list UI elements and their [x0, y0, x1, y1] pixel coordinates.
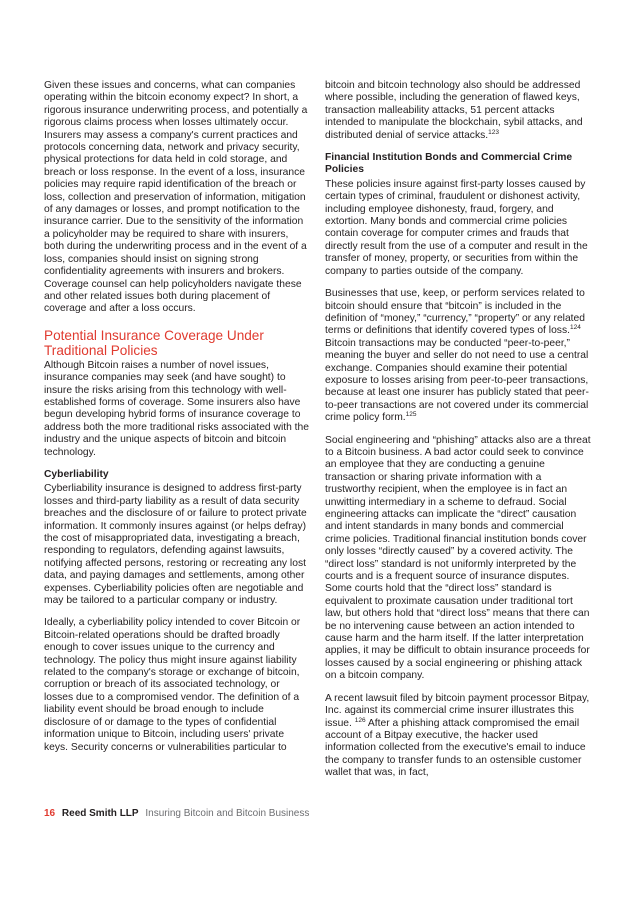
right-paragraph-3b-text: Bitcoin transactions may be conducted “peer-to-peer,” meaning the buyer and seller do not need to use a central exchange. Companies should examine their potential exposure to losses arising from peer-to-peer transactions, because at least one insurer has publicly stated that peer-to-peer transactions are not covered under its commercial crime policy form. [325, 337, 589, 424]
footnote-125: 125 [405, 411, 417, 419]
page-number: 16 [44, 808, 56, 819]
right-paragraph-2: These policies insure against first-party losses caused by certain types of criminal, fraudulent or dishonest activity, including employee dishonesty, fraud, forgery, and extortion. Many bonds and commercial crime policies contain coverage for computer crimes and frauds that directly result from the use of a computer and result in the transfer of money, property, or securities from within the company to parties outside of the company. [325, 178, 588, 277]
right-paragraph-3 [325, 288, 591, 424]
footnote-123: 123 [488, 128, 499, 136]
firm-name: Reed Smith LLP [61, 808, 139, 819]
subheading-financial-bonds: Financial Institution Bonds and Commercial Crime Policies [325, 152, 573, 176]
left-paragraph-3: Cyberliability insurance is designed to address first-party losses and third-party liability as a result of data security breaches and the disclosure of or failure to protect private information. It commonly insures against (or helps defray) the cost of misappropriated data, investigating a breach, responding to regulators, defending against lawsuits, notifying affected persons, restoring or recreating any lost data, and paying damages and settlements, among other expenses. Cyberliability policies often are negotiable and may be tailored to a particular company or industry. [44, 483, 307, 607]
right-column [325, 80, 591, 790]
left-column [44, 80, 310, 764]
footnote-124: 124 [569, 324, 581, 332]
right-paragraph-4: Social engineering and “phishing” attacks also are a threat to a Bitcoin business. A bad actor could seek to convince an employee that they are conducting a genuine transaction or sharing private information with a trustworthy recipient, when the employee is in fact an unwitting intermediary in a scheme to defraud. Social engineering attacks can implicate the “direct” causation and intent standards in many bonds and commercial crime policies. Traditional financial institution bonds cover only losses “directly caused” by a covered activity. The “direct loss” standard is not uniformly interpreted by the courts and is a frequent source of insurance disputes. Some courts hold that the “direct loss” standard is equivalent to proximate causation under traditional tort law, but others hold that “direct loss” means that there can be no intervening cause between an action intended to cause harm and the harm itself. If the latter interpretation applies, it may be difficult to obtain insurance proceeds for losses caused by a social engineering or phishing attack on a bitcoin company. [325, 434, 591, 682]
right-paragraph-1 [325, 80, 591, 142]
left-paragraph-2: Although Bitcoin raises a number of novel issues, insurance companies may seek (and have sought) to insure the risks arising from this technology with well-established forms of coverage. Some insurers also have begun developing hybrid forms of insurance coverage to address both the more traditional risks associated with the industry and the unique aspects of bitcoin and bitcoin technology. [44, 359, 309, 458]
left-paragraph-1: Given these issues and concerns, what can companies operating within the bitcoin economy expect? In short, a rigorous insurance underwriting process, and potentially a rigorous claims process when losses ultimately occur. Insurers may assess a company's current practices and protocols concerning data, network and privacy security, physical protections for data held in cold storage, and breach or loss response. In the event of a loss, insurance policies may require rapid identification of the breach or loss, collection and preservation of information, mitigation of any damages or losses, and prompt notification to the insurance carrier. Due to the sensitivity of the information a policyholder may be required to share with insurers, both during the underwriting process and in the event of a loss, companies should insist on signing strong confidentiality agreements with insurers and brokers. Coverage counsel can help policyholders navigate these and other related issues both during placement of coverage and after a loss occurs. [44, 80, 308, 315]
right-paragraph-3a-text: Businesses that use, keep, or perform services related to bitcoin should ensure that “bitcoin” is included in the definition of “money,” “currency,” “property” or any related terms or definitions that identify covered types of loss. [325, 288, 586, 337]
right-paragraph-5 [325, 693, 591, 780]
subheading-cyberliability: Cyberliability [44, 468, 109, 480]
document-title: Insuring Bitcoin and Bitcoin Business [145, 808, 310, 819]
section-heading: Potential Insurance Coverage Under Traditional Policies [44, 327, 264, 358]
left-paragraph-4: Ideally, a cyberliability policy intended to cover Bitcoin or Bitcoin-related operations should be drafted broadly enough to cover issues unique to the currency and technology. The policy thus might insure against liability related to the company's storage or exchange of bitcoin, corruption or breach of its associated technology, or losses due to a compromised vendor. The definition of a liability event should be broad enough to include disclosure of or damage to the types of confidential information unique to Bitcoin, including users' private keys. Security concerns or vulnerabilities particular to [44, 617, 301, 753]
right-paragraph-5b-text: After a phishing attack compromised the email account of a Bitpay executive, the hacker used information collected from the executive's email to induce the company to transfer funds to an ostensible customer wallet that was, in fact, [325, 717, 586, 779]
footnote-126: 126 [354, 716, 366, 724]
right-paragraph-1-text: bitcoin and bitcoin technology also should be addressed where possible, including the generation of flawed keys, transaction malleability attacks, 51 percent attacks intended to manipulate the blockchain, sybil attacks, and distributed denial of service attacks. [325, 80, 583, 141]
right-paragraph-5a-text: A recent lawsuit filed by bitcoin payment processor Bitpay, Inc. against its commercial crime insurer illustrates this issue. [325, 692, 590, 729]
page-footer [44, 808, 309, 820]
